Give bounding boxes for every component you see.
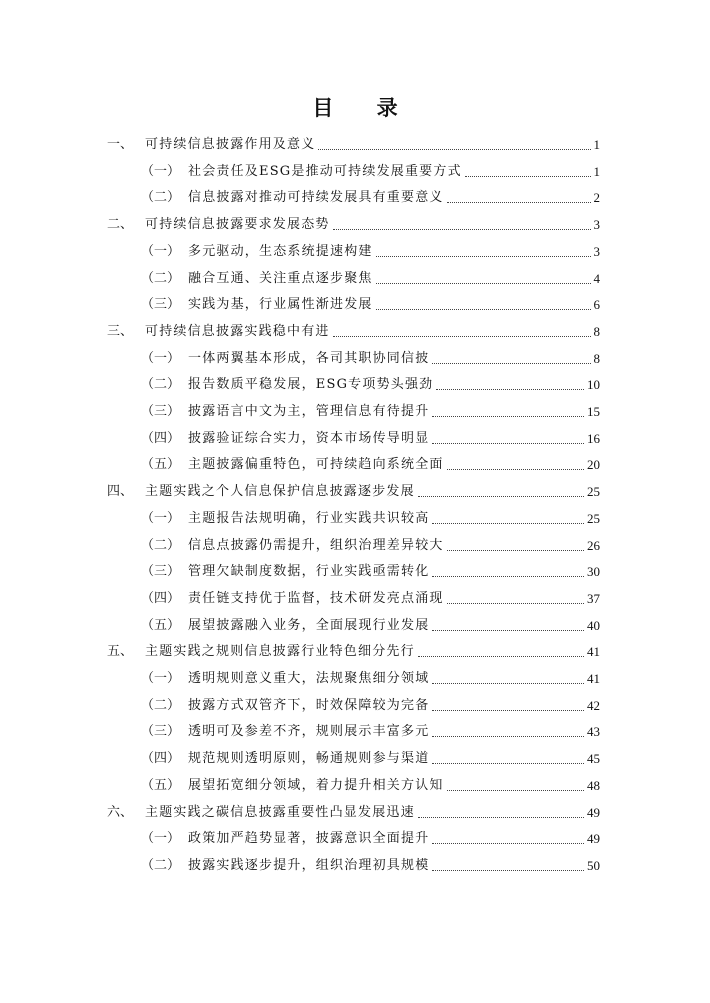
toc-entry-page: 37	[587, 590, 600, 606]
toc-entry-page: 43	[587, 724, 600, 740]
toc-entry-page: 3	[593, 243, 600, 259]
toc-entry-page: 6	[593, 297, 600, 313]
toc-entry-number: （二）	[141, 857, 181, 873]
toc-entry-page: 25	[587, 484, 600, 500]
toc-entry-page: 25	[587, 510, 600, 526]
toc-entry-title: 展望拓宽细分领域，着力提升相关方认知	[188, 777, 444, 793]
toc-entry-page: 1	[593, 163, 600, 179]
toc-entry[interactable]	[141, 536, 600, 556]
dot-leader	[318, 148, 590, 150]
toc-entry-title: 披露方式双管齐下，时效保障较为完备	[188, 697, 430, 713]
toc-entry-page: 48	[587, 777, 600, 793]
toc-entry-page: 41	[587, 671, 600, 686]
toc-entry[interactable]	[107, 482, 600, 502]
toc-entry-title: 管理欠缺制度数据，行业实践亟需转化	[188, 564, 430, 580]
dot-leader	[376, 282, 591, 284]
toc-entry[interactable]	[141, 589, 600, 609]
toc-entry-title: 融合互通、关注重点逐步聚焦	[188, 270, 373, 286]
toc-entry-number: （一）	[141, 671, 181, 686]
dot-leader	[447, 201, 591, 203]
toc-entry-number: （五）	[141, 777, 181, 793]
toc-entry-title: 实践为基，行业属性渐进发展	[188, 297, 373, 313]
toc-entry[interactable]	[141, 616, 600, 636]
toc-entry-title: 可持续信息披露实践稳中有进	[145, 323, 330, 339]
toc-entry-page: 16	[587, 430, 600, 446]
toc-entry-number: （二）	[141, 270, 181, 286]
toc-entry-number: （一）	[141, 510, 181, 526]
toc-entry-page: 4	[593, 270, 600, 286]
toc-entry[interactable]	[141, 669, 600, 689]
toc-entry[interactable]	[107, 135, 600, 155]
toc-entry-title: 信息披露对推动可持续发展具有重要意义	[188, 190, 444, 206]
toc-entry-title: 披露验证综合实力，资本市场传导明显	[188, 430, 430, 446]
toc-entry[interactable]	[141, 856, 600, 876]
toc-entry-title: 政策加严趋势显著，披露意识全面提升	[188, 831, 430, 847]
toc-entry[interactable]	[141, 829, 600, 849]
toc-entry-page: 30	[587, 564, 600, 580]
dot-leader	[432, 735, 584, 737]
toc-entry[interactable]	[141, 402, 600, 422]
toc-entry-page: 45	[587, 751, 600, 767]
toc-entry-title: 规范规则透明原则，畅通规则参与渠道	[188, 751, 430, 767]
dot-leader	[436, 388, 584, 390]
toc-entry-title: 透明可及参差不齐，规则展示丰富多元	[188, 724, 430, 740]
toc-entry-number: （三）	[141, 724, 181, 740]
dot-leader	[432, 709, 584, 711]
toc-entry-title: 责任链支持优于监督，技术研发亮点涌现	[188, 590, 444, 606]
toc-entry-title: 展望披露融入业务，全面展现行业发展	[188, 617, 430, 633]
toc-entry-page: 15	[587, 404, 600, 419]
dot-leader	[447, 789, 584, 791]
toc-entry-number: （二）	[141, 190, 181, 206]
dot-leader	[432, 415, 584, 417]
toc-entry[interactable]	[141, 749, 600, 769]
toc-entry-title: 披露语言中文为主，管理信息有待提升	[188, 404, 430, 419]
toc-entry[interactable]	[141, 455, 600, 475]
toc-entry-number: （三）	[141, 297, 181, 313]
toc-entry-page: 41	[587, 644, 600, 660]
dot-leader	[432, 762, 584, 764]
toc-entry-number: （一）	[141, 163, 181, 179]
dot-leader	[432, 442, 584, 444]
toc-entry-title: 主题实践之规则信息披露行业特色细分先行	[145, 644, 415, 660]
toc-entry-number: （五）	[141, 617, 181, 633]
toc-entry-number: （一）	[141, 831, 181, 847]
toc-entry-page: 8	[593, 350, 600, 366]
toc-entry-title: 可持续信息披露要求发展态势	[145, 217, 330, 233]
toc-entry-number: （二）	[141, 697, 181, 713]
toc-entry-title: 信息点披露仍需提升，组织治理差异较大	[188, 537, 444, 553]
toc-entry-number: 五、	[107, 644, 134, 660]
toc-entry-page: 50	[587, 857, 600, 873]
toc-entry[interactable]	[141, 776, 600, 796]
toc-entry-page: 2	[593, 190, 600, 206]
toc-entry-title: 主题报告法规明确，行业实践共识较高	[188, 510, 430, 526]
toc-entry-page: 26	[587, 537, 600, 553]
toc-entry-page: 1	[593, 137, 600, 152]
toc-entry-title: 社会责任及ESG是推动可持续发展重要方式	[188, 163, 462, 179]
toc-entry-number: 三、	[107, 323, 134, 339]
page-title: 目 录	[312, 96, 416, 120]
toc-entry[interactable]	[141, 295, 600, 315]
toc-entry[interactable]	[141, 269, 600, 289]
toc-entry-page: 49	[587, 804, 600, 820]
dot-leader	[432, 629, 584, 631]
dot-leader	[432, 575, 584, 577]
toc-entry[interactable]	[141, 349, 600, 369]
toc-entry-page: 40	[587, 617, 600, 633]
dot-leader	[432, 682, 584, 684]
toc-entry[interactable]	[107, 215, 600, 235]
dot-leader	[447, 549, 584, 551]
dot-leader	[333, 228, 591, 230]
toc-entry-number: （二）	[141, 377, 181, 393]
toc-entry-page: 49	[587, 831, 600, 847]
toc-entry-number: 一、	[107, 137, 134, 152]
dot-leader	[447, 468, 584, 470]
toc-entry[interactable]	[141, 375, 600, 395]
toc-entry-page: 8	[593, 323, 600, 339]
toc-entry-title: 主题实践之碳信息披露重要性凸显发展迅速	[145, 804, 415, 820]
toc-entry-title: 披露实践逐步提升，组织治理初具规模	[188, 857, 430, 873]
toc-entry-number: （一）	[141, 350, 181, 366]
toc-entry-number: （一）	[141, 243, 181, 259]
toc-entry-page: 3	[593, 217, 600, 233]
toc-entry-page: 42	[587, 697, 600, 713]
toc-entry[interactable]	[141, 188, 600, 208]
dot-leader	[447, 602, 584, 604]
dot-leader	[418, 495, 584, 497]
toc-entry-title: 可持续信息披露作用及意义	[145, 137, 316, 152]
toc-entry-title: 主题披露偏重特色，可持续趋向系统全面	[188, 457, 444, 473]
toc-entry-title: 主题实践之个人信息保护信息披露逐步发展	[145, 484, 415, 500]
toc-entry-number: （二）	[141, 537, 181, 553]
toc-entry[interactable]	[141, 162, 600, 182]
dot-leader	[418, 655, 584, 657]
dot-leader	[432, 362, 590, 364]
dot-leader	[432, 869, 584, 871]
toc-entry-number: 六、	[107, 804, 134, 820]
toc-entry-number: （三）	[141, 564, 181, 580]
dot-leader	[432, 842, 584, 844]
dot-leader	[333, 335, 591, 337]
dot-leader	[418, 816, 584, 818]
dot-leader	[465, 175, 591, 177]
toc-entry[interactable]	[141, 722, 600, 742]
toc-entry[interactable]	[107, 642, 600, 662]
toc-entry[interactable]	[141, 242, 600, 262]
toc-entry[interactable]	[141, 562, 600, 582]
dot-leader	[432, 522, 584, 524]
toc-entry[interactable]	[107, 322, 600, 342]
toc-entry[interactable]	[141, 696, 600, 716]
toc-entry-number: （四）	[141, 430, 181, 446]
toc-entry-title: 报告数质平稳发展，ESG专项势头强劲	[188, 377, 434, 393]
dot-leader	[376, 255, 591, 257]
toc-entry-number: （三）	[141, 404, 181, 419]
toc-entry-page: 20	[587, 457, 600, 473]
toc-entry[interactable]	[141, 429, 600, 449]
toc-entry[interactable]	[141, 509, 600, 529]
toc-entry-number: （五）	[141, 457, 181, 473]
toc-entry-title: 多元驱动，生态系统提速构建	[188, 243, 373, 259]
toc-entry[interactable]	[107, 803, 600, 823]
toc-entry-page: 10	[587, 377, 600, 393]
toc-entry-number: 二、	[107, 217, 134, 233]
toc-entry-number: 四、	[107, 484, 134, 500]
toc-entry-title: 一体两翼基本形成，各司其职协同信披	[188, 350, 430, 366]
toc-entry-title: 透明规则意义重大，法规聚焦细分领域	[188, 671, 430, 686]
dot-leader	[376, 308, 591, 310]
toc-entry-number: （四）	[141, 751, 181, 767]
toc-entry-number: （四）	[141, 590, 181, 606]
